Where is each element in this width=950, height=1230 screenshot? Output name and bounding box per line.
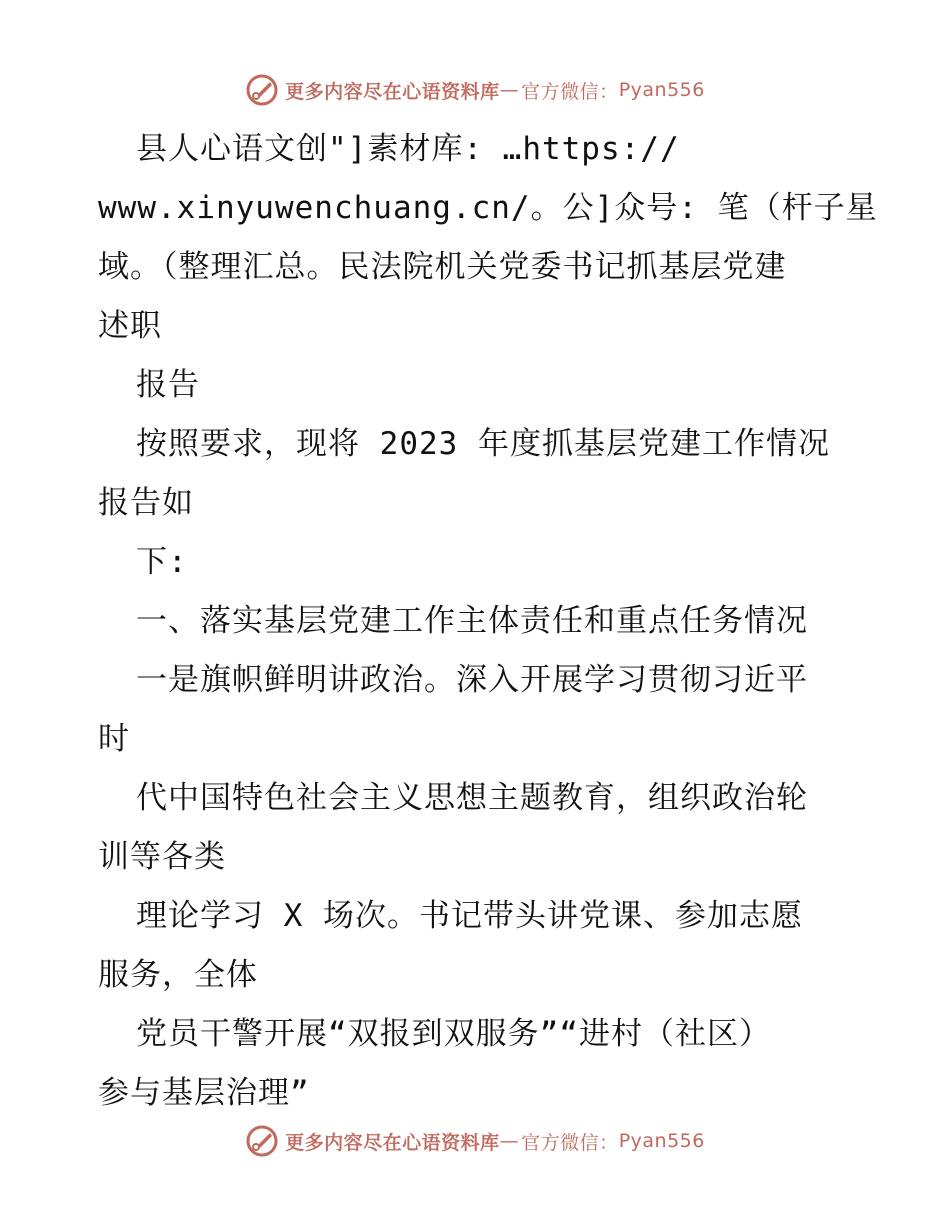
- section-heading: 一、落实基层党建工作主体责任和重点任务情况: [136, 603, 808, 639]
- text-line: 报告: [136, 367, 200, 403]
- text-line: 下:: [136, 544, 188, 580]
- watermark-sub: 官方微信：: [521, 80, 619, 103]
- watermark-text: 更多内容尽在心语资料库: [285, 80, 500, 103]
- text-line: 按照要求，现将 2023 年度抓基层党建工作情况: [136, 426, 830, 462]
- text-line: 县人心语文创"]素材库: …https://: [136, 131, 680, 167]
- text-line: 时: [98, 721, 130, 757]
- text-line: 述职: [98, 308, 162, 344]
- text-line: 一是旗帜鲜明讲政治。深入开展学习贯彻习近平: [136, 662, 808, 698]
- text-line: 训等各类: [98, 839, 226, 875]
- text-line: 理论学习 X 场次。书记带头讲党课、参加志愿: [136, 898, 803, 934]
- text-line: 党员干警开展“双报到双服务”“进村（社区）: [136, 1016, 771, 1052]
- text-line: 域。（整理汇总。民法院机关党委书记抓基层党建: [98, 249, 787, 285]
- watermark-separator: —: [499, 79, 520, 101]
- watermark-sub: 官方微信：: [521, 1131, 619, 1154]
- quill-seal-icon: [245, 73, 279, 107]
- text-line: 报告如: [98, 485, 194, 521]
- text-line: 服务，全体: [98, 957, 258, 993]
- document-body: [98, 120, 878, 1123]
- watermark-separator: —: [499, 1130, 520, 1152]
- text-line: 代中国特色社会主义思想主题教育，组织政治轮: [136, 780, 808, 816]
- footer-watermark: [0, 1121, 950, 1161]
- text-line: 参与基层治理”: [98, 1075, 310, 1111]
- text-line: www.xinyuwenchuang.cn/。公]众号: 笔（杆子星: [98, 190, 878, 226]
- watermark-wechat-id: Pyan556: [618, 1130, 705, 1152]
- quill-seal-icon: [245, 1124, 279, 1158]
- watermark-wechat-id: Pyan556: [618, 79, 705, 101]
- watermark-text: 更多内容尽在心语资料库: [285, 1131, 500, 1154]
- header-watermark: [0, 70, 950, 110]
